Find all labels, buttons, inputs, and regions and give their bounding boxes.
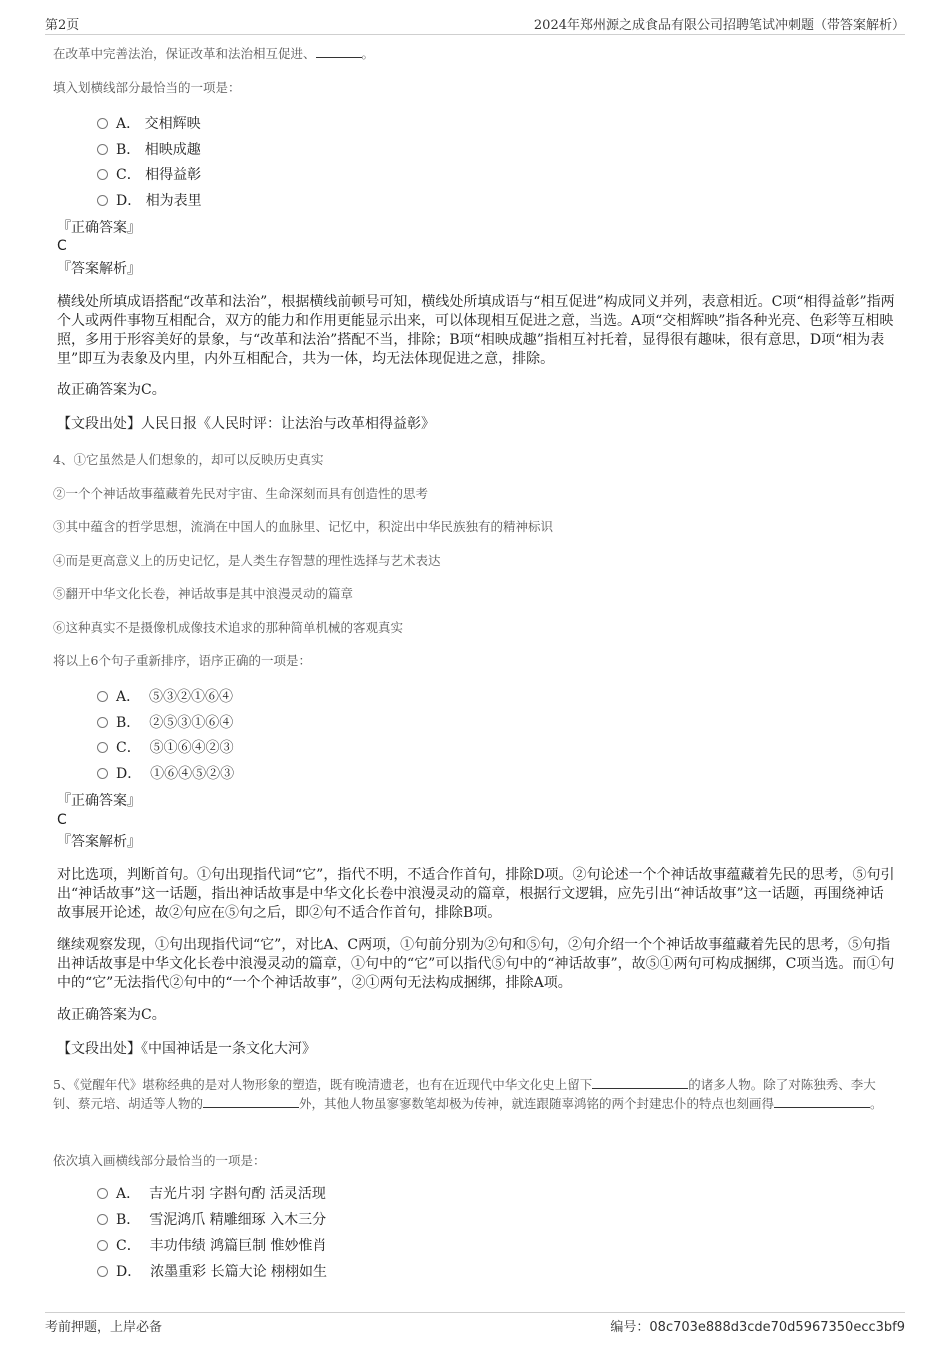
q5-option-c[interactable]: C． 丰功伟绩 鸿篇巨制 惟妙惟肖 [97,1236,327,1256]
radio-icon[interactable] [97,144,108,155]
q3-option-c[interactable]: C． 相得益彰 [97,165,201,185]
radio-icon[interactable] [97,1240,108,1251]
q5-option-b[interactable]: B． 雪泥鸿爪 精雕细琢 入木三分 [97,1210,326,1230]
q3-conclusion: 故正确答案为C。 [57,382,166,398]
q3-answer-label: 『正确答案』 [57,220,141,236]
q4-option-a[interactable]: A． ⑤③②①⑥④ [97,687,233,707]
q4-prompt: 将以上6个句子重新排序，语序正确的一项是： [53,653,311,668]
q3-stem: 在改革中完善法治，保证改革和法治相互促进、 。 [53,46,375,61]
q4-answer-label: 『正确答案』 [57,793,141,809]
q3-option-d[interactable]: D． 相为表里 [97,191,202,211]
q4-option-d[interactable]: D． ①⑥④⑤②③ [97,764,234,784]
radio-icon[interactable] [97,742,108,753]
q3-analysis-label: 『答案解析』 [57,261,141,277]
q5-option-d[interactable]: D． 浓墨重彩 长篇大论 栩栩如生 [97,1262,327,1282]
radio-icon[interactable] [97,1266,108,1277]
radio-icon[interactable] [97,1214,108,1225]
q3-option-b[interactable]: B． 相映成趣 [97,140,201,160]
fill-blank [316,45,362,58]
page-header [45,14,905,35]
q4-option-b[interactable]: B． ②⑤③①⑥④ [97,713,233,733]
fill-blank [592,1076,688,1089]
radio-icon[interactable] [97,195,108,206]
radio-icon[interactable] [97,169,108,180]
q4-source: 【文段出处】《中国神话是一条文化大河》 [57,1041,316,1057]
radio-icon[interactable] [97,768,108,779]
q3-option-a[interactable]: A． 交相辉映 [97,114,201,134]
radio-icon[interactable] [97,717,108,728]
q4-sentence-6: ⑥这种真实不是摄像机成像技术追求的那种简单机械的客观真实 [53,620,404,635]
q4-sentence-5: ⑤翻开中华文化长卷，神话故事是其中浪漫灵动的篇章 [53,586,354,601]
radio-icon[interactable] [97,691,108,702]
page-number: 第2页 [45,18,80,33]
q4-answer: C [57,812,67,828]
q3-analysis: 横线处所填成语搭配“改革和法治”，根据横线前顿号可知，横线处所填成语与“相互促进”构成同义并列，表意相近。C项“相得益彰”指两个人或两件事物互相配合，双方的能力和作用更能显示出来，可以体现相互促进之意，当选。A项“交相辉映”指各种光亮、色彩等互相映照，多用于形容美好的景象，与“改革和法治”搭配不当，排除；B项“相映成趣”指相互衬托着，显得很有趣味，很有意思，D项“相为表里”即互为表象及内里，内外互相配合，共为一体，均无法体现促进之意，排除。 [57,294,895,367]
q4-analysis-2: 继续观察发现，①句出现指代词“它”，对比A、C两项，①句前分别为②句和⑤句，②句介绍一个个神话故事蕴藏着先民的思考，⑤句指出神话故事是中华文化长卷中浪漫灵动的篇章，①句中的“它”可以指代⑤句中的“神话故事”，故⑤①两句可构成捆绑，C项当选。而①句中的“它”无法指代②句中的“一个个神话故事”，②①两句无法构成捆绑，排除A项。 [57,937,895,991]
q3-prompt: 填入划横线部分最恰当的一项是： [53,80,241,95]
q4-conclusion: 故正确答案为C。 [57,1007,166,1023]
q4-analysis-label: 『答案解析』 [57,834,141,850]
footer-slogan: 考前押题，上岸必备 [45,1320,163,1335]
page-footer [45,1312,905,1335]
q5-option-a[interactable]: A． 吉光片羽 字斟句酌 活灵活现 [97,1184,326,1204]
document-code: 编号：08c703e888d3cde70d5967350ecc3bf9 [610,1320,905,1335]
fill-blank [203,1095,299,1108]
document-title: 2024年郑州源之成食品有限公司招聘笔试冲刺题（带答案解析） [533,18,905,33]
fill-blank [774,1095,870,1108]
q4-sentence-1: 4、①它虽然是人们想象的，却可以反映历史真实 [53,452,324,467]
radio-icon[interactable] [97,118,108,129]
q4-analysis-1: 对比选项，判断首句。①句出现指代词“它”，指代不明，不适合作首句，排除D项。②句论述一个个神话故事蕴藏着先民的思考，⑤句引出“神话故事”这一话题，指出神话故事是中华文化长卷中浪漫灵动的篇章，根据行文逻辑，应先引出“神话故事”这一话题，再围绕神话故事展开论述，故②句应在⑤句之后，即②句不适合作首句，排除B项。 [57,867,895,921]
q5-prompt: 依次填入画横线部分最恰当的一项是： [53,1153,266,1168]
q4-sentence-3: ③其中蕴含的哲学思想，流淌在中国人的血脉里、记忆中，积淀出中华民族独有的精神标识 [53,519,554,534]
q4-sentence-2: ②一个个神话故事蕴藏着先民对宇宙、生命深刻而具有创造性的思考 [53,486,429,501]
q3-source: 【文段出处】人民日报《人民时评：让法治与改革相得益彰》 [57,416,435,432]
q4-sentence-4: ④而是更高意义上的历史记忆，是人类生存智慧的理性选择与艺术表达 [53,553,441,568]
q3-answer: C [57,238,67,254]
radio-icon[interactable] [97,1188,108,1199]
q5-stem: 5、《觉醒年代》堪称经典的是对人物形象的塑造，既有晚清遗老，也有在近现代中华文化史上留下 的诸多人物。除了对陈独秀、李大钊、蔡元培、胡适等人物的 外，其他人物虽寥寥数笔却极为传神，就连跟随辜鸿铭的两个封建忠仆的特点也刻画得 。 [53,1077,883,1111]
q4-option-c[interactable]: C． ⑤①⑥④②③ [97,738,234,758]
